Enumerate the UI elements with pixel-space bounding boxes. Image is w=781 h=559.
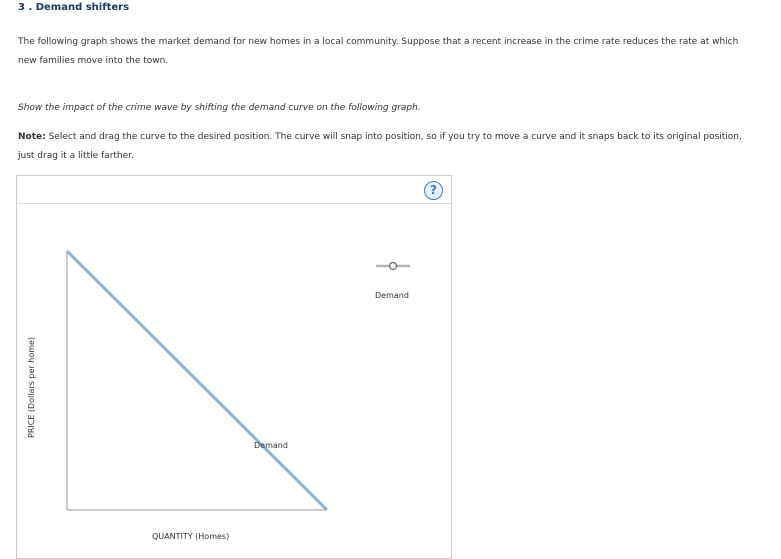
graph-panel bbox=[16, 175, 452, 559]
y-axis-label: PRICE (Dollars per home) bbox=[27, 336, 36, 438]
demand-curve[interactable] bbox=[67, 251, 327, 510]
note-text bbox=[18, 128, 758, 166]
demand-curve-label: Demand bbox=[254, 441, 288, 450]
note-body: Select and drag the curve to the desired position. The curve will snap into position, so if you try to move a curve and it snaps back to its original position, just drag it a little farther. bbox=[18, 132, 742, 161]
question-title: 3 . Demand shifters bbox=[18, 2, 130, 13]
question-text: The following graph shows the market demand for new homes in a local community. Suppose that a recent increase in the crime rate reduces the rate at which new families move into the town. bbox=[18, 37, 739, 66]
note-label: Note: bbox=[18, 132, 46, 142]
help-icon[interactable]: ? bbox=[424, 181, 443, 200]
demand-graph bbox=[17, 176, 451, 558]
legend-demand-tool[interactable] bbox=[375, 263, 410, 301]
legend-handle-icon[interactable] bbox=[390, 263, 397, 270]
x-axis-label: QUANTITY (Homes) bbox=[152, 532, 230, 541]
legend-label: Demand bbox=[375, 291, 409, 300]
instruction-text: Show the impact of the crime wave by shifting the demand curve on the following graph. bbox=[18, 103, 421, 113]
